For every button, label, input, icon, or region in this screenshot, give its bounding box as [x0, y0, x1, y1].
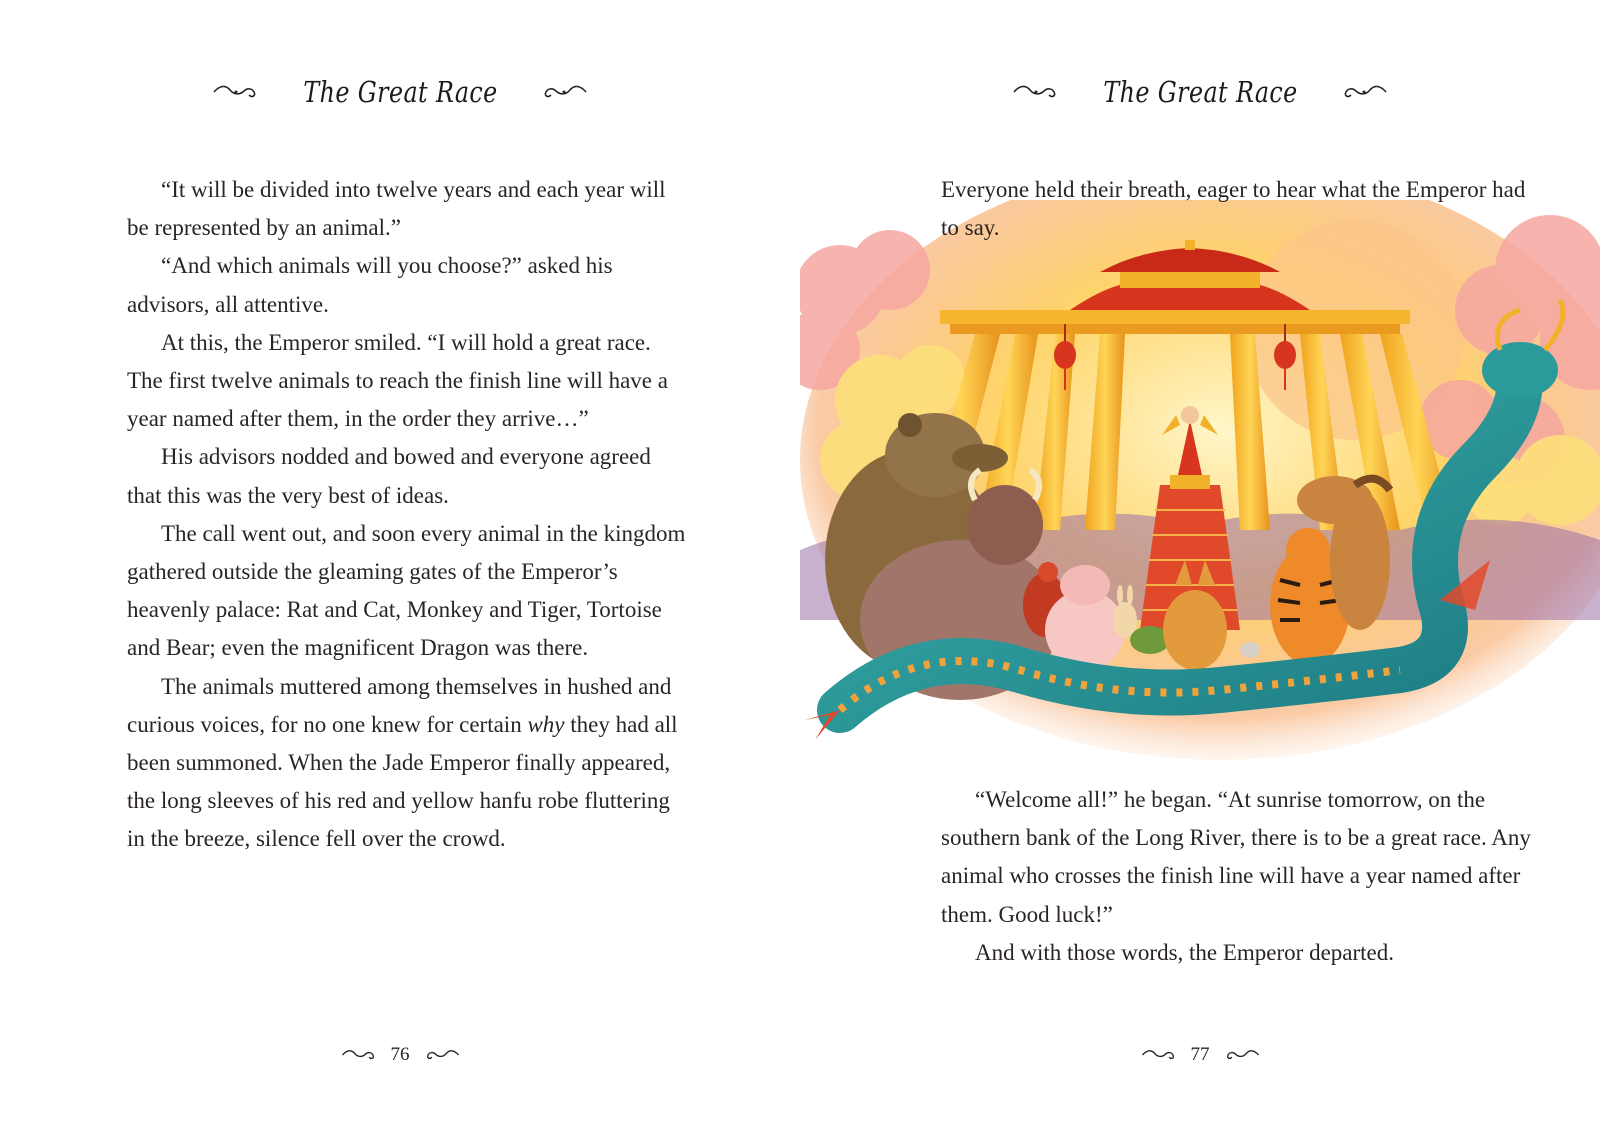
running-head-title: The Great Race [1102, 75, 1298, 109]
running-head [800, 62, 1600, 122]
emphasis-text: why [527, 711, 565, 737]
flourish-left-icon [341, 1048, 379, 1062]
paragraph: His advisors nodded and bowed and everyone agreed that this was the very best of ideas. [127, 444, 651, 508]
page-number-footer [0, 1044, 800, 1066]
paragraph: “And which animals will you choose?” asked his advisors, all attentive. [127, 253, 613, 317]
paragraph-text: they had all been summoned. When the Jade Emperor finally appeared, the long sleeves of his red and yellow hanfu robe fluttering in the breeze, silence fell over the crowd. [127, 711, 678, 852]
body-text [127, 171, 687, 859]
flourish-right-icon [422, 1048, 460, 1062]
flourish-right-icon [1222, 1048, 1260, 1062]
intro-text [941, 171, 1541, 247]
flourish-right-icon [1338, 83, 1388, 101]
paragraph: “Welcome all!” he began. “At sunrise tomorrow, on the southern bank of the Long River, there is to be a great race. Any animal who crosses the finish line will have a year named after them. Good luck!” [941, 787, 1531, 927]
page-number-footer [800, 1044, 1600, 1066]
flourish-right-icon [538, 83, 588, 101]
flourish-left-icon [1141, 1048, 1179, 1062]
paragraph: The call went out, and soon every animal in the kingdom gathered outside the gleaming gates of the Emperor’s heavenly palace: Rat and Cat, Monkey and Tiger, Tortoise and Bear; even the magnificent Dragon was there. [127, 520, 686, 661]
paragraph: And with those words, the Emperor departed. [975, 939, 1395, 965]
paragraph [127, 668, 687, 859]
page-number: 76 [390, 1044, 410, 1065]
paragraph: “It will be divided into twelve years and each year will be represented by an animal.” [127, 177, 666, 241]
right-page [800, 0, 1600, 1129]
paragraph: At this, the Emperor smiled. “I will hold a great race. The first twelve animals to reach the finish line will have a year named after them, in the order they arrive…” [127, 329, 668, 432]
rat-figure [1240, 642, 1260, 658]
emperor-palace-illustration [800, 200, 1600, 770]
running-head [0, 62, 800, 122]
flourish-left-icon [212, 83, 262, 101]
body-text [941, 781, 1541, 972]
paragraph: Everyone held their breath, eager to hear what the Emperor had to say. [941, 177, 1526, 241]
page-number: 77 [1190, 1044, 1210, 1065]
gate-beam [940, 310, 1410, 324]
paragraph-text: The animals muttered among themselves in hushed and curious voices, for no one knew for certain [127, 673, 672, 737]
running-head-title: The Great Race [302, 75, 498, 109]
flourish-left-icon [1012, 83, 1062, 101]
